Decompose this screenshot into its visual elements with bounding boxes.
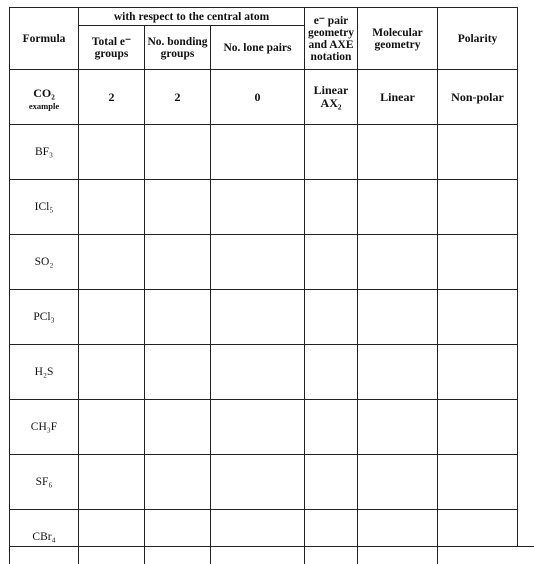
row-5-lone-pairs-cell[interactable]: [210, 344, 304, 399]
row-8-formula-cell: [9, 509, 78, 564]
row-8-molecular-geometry-cell[interactable]: [357, 509, 437, 564]
example-formula-cell: [9, 69, 78, 124]
header-group-title-text: with respect to the central atom: [113, 10, 270, 23]
row-5-bonding-groups-cell[interactable]: [144, 344, 210, 399]
example-polarity-text: Non-polar: [451, 89, 504, 104]
example-epair-geometry: [304, 69, 357, 124]
header-lone-pairs: [210, 25, 304, 69]
row-7-formula-cell: [9, 454, 78, 509]
header-formula-text: Formula: [22, 32, 66, 45]
row-formula: PCl₃: [33, 311, 55, 323]
header-bonding-groups-text: No. bonding groups: [147, 35, 208, 60]
row-4-total-groups-cell[interactable]: [78, 289, 144, 344]
example-molecular-geometry: [357, 69, 437, 124]
example-lone-pairs-text: 0: [254, 89, 261, 104]
row-5-polarity-cell[interactable]: [437, 344, 517, 399]
row-5-epair-geometry-cell[interactable]: [304, 344, 357, 399]
example-label: example: [28, 100, 60, 111]
row-6-molecular-geometry-cell[interactable]: [357, 399, 437, 454]
header-formula: [9, 7, 78, 69]
header-bonding-groups: [144, 25, 210, 69]
example-bonding-groups: [144, 69, 210, 124]
row-2-lone-pairs-cell[interactable]: [210, 179, 304, 234]
row-3-lone-pairs-cell[interactable]: [210, 234, 304, 289]
row-formula: CBr₄: [32, 531, 56, 543]
row-5-molecular-geometry-cell[interactable]: [357, 344, 437, 399]
row-formula: H₂S: [34, 366, 54, 378]
row-3-formula-cell: [9, 234, 78, 289]
row-2-total-groups-cell[interactable]: [78, 179, 144, 234]
row-2-epair-geometry-cell[interactable]: [304, 179, 357, 234]
header-polarity-text: Polarity: [457, 32, 498, 45]
row-6-polarity-cell[interactable]: [437, 399, 517, 454]
row-1-polarity-cell[interactable]: [437, 124, 517, 179]
row-3-total-groups-cell[interactable]: [78, 234, 144, 289]
row-7-lone-pairs-cell[interactable]: [210, 454, 304, 509]
row-6-total-groups-cell[interactable]: [78, 399, 144, 454]
header-molecular-geometry-text: Molecular geometry: [372, 26, 423, 51]
header-group-title: [78, 7, 304, 25]
example-epair-geometry-text: Linear AX₂: [313, 83, 349, 110]
example-total-groups: [78, 69, 144, 124]
row-1-epair-geometry-cell[interactable]: [304, 124, 357, 179]
row-4-molecular-geometry-cell[interactable]: [357, 289, 437, 344]
row-formula: CH₃F: [30, 421, 58, 433]
header-epair-geometry-text: e⁻ pair geometry and AXE notation: [308, 14, 354, 63]
row-5-total-groups-cell[interactable]: [78, 344, 144, 399]
row-6-formula-cell: [9, 399, 78, 454]
row-8-lone-pairs-cell[interactable]: [210, 509, 304, 564]
row-4-lone-pairs-cell[interactable]: [210, 289, 304, 344]
row-5-formula-cell: [9, 344, 78, 399]
row-7-molecular-geometry-cell[interactable]: [357, 454, 437, 509]
example-total-groups-text: 2: [108, 89, 115, 104]
table-right-border: [517, 7, 518, 547]
example-molecular-geometry-text: Linear: [380, 89, 415, 104]
row-1-lone-pairs-cell[interactable]: [210, 124, 304, 179]
row-6-epair-geometry-cell[interactable]: [304, 399, 357, 454]
example-polarity: [437, 69, 517, 124]
row-7-total-groups-cell[interactable]: [78, 454, 144, 509]
row-6-lone-pairs-cell[interactable]: [210, 399, 304, 454]
row-7-polarity-cell[interactable]: [437, 454, 517, 509]
header-molecular-geometry: [357, 7, 437, 69]
header-epair-geometry: [304, 7, 357, 69]
header-total-groups: [78, 25, 144, 69]
row-4-polarity-cell[interactable]: [437, 289, 517, 344]
row-3-molecular-geometry-cell[interactable]: [357, 234, 437, 289]
row-4-epair-geometry-cell[interactable]: [304, 289, 357, 344]
row-3-epair-geometry-cell[interactable]: [304, 234, 357, 289]
row-formula: ICl₅: [34, 201, 54, 213]
row-4-formula-cell: [9, 289, 78, 344]
row-1-total-groups-cell[interactable]: [78, 124, 144, 179]
header-polarity: [437, 7, 517, 69]
row-1-bonding-groups-cell[interactable]: [144, 124, 210, 179]
header-lone-pairs-text: No. lone pairs: [223, 41, 292, 54]
row-8-epair-geometry-cell[interactable]: [304, 509, 357, 564]
row-7-bonding-groups-cell[interactable]: [144, 454, 210, 509]
row-1-formula-cell: [9, 124, 78, 179]
row-7-epair-geometry-cell[interactable]: [304, 454, 357, 509]
example-bonding-groups-text: 2: [174, 89, 181, 104]
row-2-formula-cell: [9, 179, 78, 234]
row-formula: BF₃: [34, 146, 54, 158]
row-3-polarity-cell[interactable]: [437, 234, 517, 289]
row-2-molecular-geometry-cell[interactable]: [357, 179, 437, 234]
header-total-groups-text: Total e⁻ groups: [91, 35, 132, 60]
row-4-bonding-groups-cell[interactable]: [144, 289, 210, 344]
row-6-bonding-groups-cell[interactable]: [144, 399, 210, 454]
row-2-polarity-cell[interactable]: [437, 179, 517, 234]
example-lone-pairs: [210, 69, 304, 124]
row-1-molecular-geometry-cell[interactable]: [357, 124, 437, 179]
row-3-bonding-groups-cell[interactable]: [144, 234, 210, 289]
example-formula: CO₂: [33, 85, 55, 100]
row-8-polarity-cell[interactable]: [437, 509, 517, 564]
example-formula-wrap: [29, 84, 59, 111]
row-8-total-groups-cell[interactable]: [78, 509, 144, 564]
row-formula: SO₂: [34, 256, 54, 268]
row-8-bonding-groups-cell[interactable]: [144, 509, 210, 564]
row-formula: SF₆: [35, 476, 53, 488]
molecular-geometry-table: [9, 7, 517, 547]
row-2-bonding-groups-cell[interactable]: [144, 179, 210, 234]
